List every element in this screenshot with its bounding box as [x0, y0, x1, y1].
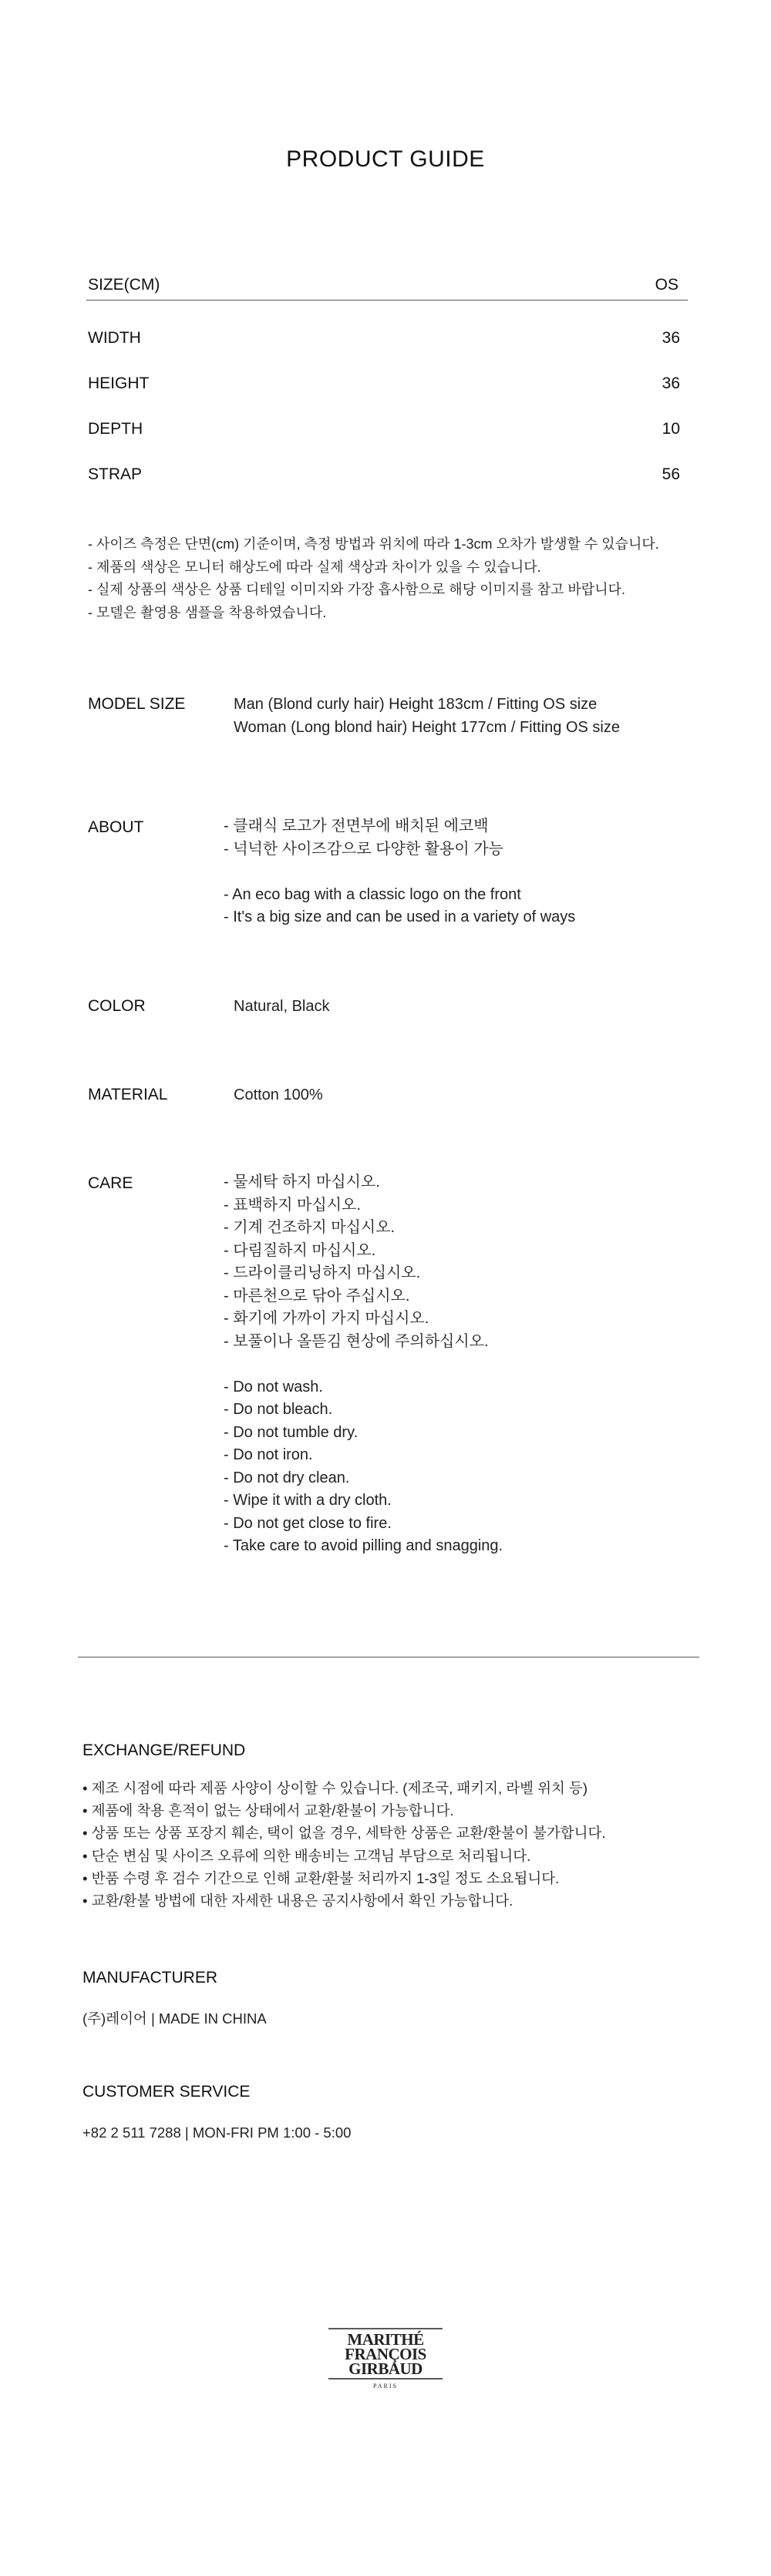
size-row-value: 10	[662, 420, 680, 438]
size-row-value: 36	[662, 374, 680, 392]
note-line: - 모델은 촬영용 샘플을 착용하였습니다.	[88, 604, 327, 620]
care-line: - Do not iron.	[224, 1446, 313, 1463]
model-size-line: Man (Blond curly hair) Height 183cm / Fitting OS size	[234, 696, 598, 713]
size-row-label: WIDTH	[88, 329, 141, 347]
care-text	[224, 1171, 503, 1558]
logo-line-1: MARITHÉ	[347, 2330, 424, 2349]
care-line: - 드라이클리닝하지 마십시오.	[224, 1264, 421, 1281]
about-label: ABOUT	[88, 818, 144, 836]
about-line: - 클래식 로고가 전면부에 배치된 에코백	[224, 818, 489, 835]
model-size-label: MODEL SIZE	[88, 695, 186, 713]
about-spacer	[224, 861, 575, 884]
material-value: Cotton 100%	[234, 1086, 323, 1103]
care-line: - Do not wash.	[224, 1378, 323, 1395]
model-size-line: Woman (Long blond hair) Height 177cm / Fitting OS size	[234, 718, 620, 736]
size-row-strap	[86, 465, 688, 489]
manufacturer-value: (주)레이어 | MADE IN CHINA	[82, 2010, 267, 2027]
brand-logo	[324, 2326, 447, 2392]
logo-line-3: GIRBAUD	[348, 2359, 423, 2378]
care-line: - 다림질하지 마십시오.	[224, 1241, 376, 1259]
care-label: CARE	[88, 1174, 133, 1192]
exchange-line: • 단순 변심 및 사이즈 오류에 의한 배송비는 고객님 부담으로 처리됩니다.	[82, 1847, 531, 1864]
about-text	[224, 815, 575, 929]
material-label: MATERIAL	[88, 1086, 168, 1103]
size-table-header	[86, 270, 688, 301]
size-header-label: SIZE(CM)	[88, 276, 160, 294]
exchange-heading: EXCHANGE/REFUND	[82, 1741, 246, 1759]
about-line: - 넉넉한 사이즈감으로 다양한 활용이 가능	[224, 840, 503, 858]
size-row-label: HEIGHT	[88, 374, 150, 392]
exchange-line: • 상품 또는 상품 포장지 훼손, 택이 없을 경우, 세탁한 상품은 교환/환불이 불가합니다.	[82, 1825, 606, 1842]
care-line: - Do not get close to fire.	[224, 1514, 392, 1532]
care-line: - 화기에 가까이 가지 마십시오.	[224, 1310, 429, 1327]
care-line: - Do not bleach.	[224, 1401, 333, 1418]
size-notes	[88, 533, 659, 624]
care-spacer	[224, 1353, 503, 1376]
about-line: - An eco bag with a classic logo on the front	[224, 885, 521, 903]
size-row-label: DEPTH	[88, 420, 143, 438]
logo-line-4: PARIS	[373, 2383, 398, 2390]
care-line: - 물세탁 하지 마십시오.	[224, 1174, 380, 1191]
exchange-line: • 제조 시점에 따라 제품 사양이 상이할 수 있습니다. (제조국, 패키지, 라벨 위치 등)	[82, 1780, 588, 1796]
size-row-value: 36	[662, 329, 680, 347]
color-label: COLOR	[88, 997, 146, 1015]
care-line: - Wipe it with a dry cloth.	[224, 1492, 392, 1509]
note-line: - 사이즈 측정은 단면(cm) 기준이며, 측정 방법과 위치에 따라 1-3cm 오차가 발생할 수 있습니다.	[88, 536, 659, 552]
size-header-value: OS	[655, 276, 678, 294]
size-table-divider	[86, 300, 688, 301]
care-line: - Do not dry clean.	[224, 1469, 350, 1486]
care-line: - Do not tumble dry.	[224, 1423, 359, 1441]
size-row-width	[86, 329, 688, 352]
care-line: - 표백하지 마십시오.	[224, 1196, 361, 1214]
exchange-line: • 교환/환불 방법에 대한 자세한 내용은 공지사항에서 확인 가능합니다.	[82, 1893, 513, 1909]
care-line: - 마른천으로 닦아 주십시오.	[224, 1287, 410, 1305]
about-line: - It's a big size and can be used in a variety of ways	[224, 908, 576, 925]
exchange-line: • 제품에 착용 흔적이 없는 상태에서 교환/환불이 가능합니다.	[82, 1802, 454, 1819]
customer-service-heading: CUSTOMER SERVICE	[82, 2083, 251, 2101]
exchange-line: • 반품 수령 후 검수 기간으로 인해 교환/환불 처리까지 1-3일 정도 소요됩니다.	[82, 1869, 560, 1886]
care-line: - 보풀이나 올뜯김 현상에 주의하십시오.	[224, 1332, 489, 1350]
customer-service-value: +82 2 511 7288 | MON-FRI PM 1:00 - 5:00	[82, 2124, 352, 2141]
size-row-label: STRAP	[88, 465, 143, 483]
size-row-height	[86, 374, 688, 398]
note-line: - 실제 상품의 색상은 상품 디테일 이미지와 가장 흡사함으로 해당 이미지를 참고 바랍니다.	[88, 582, 625, 597]
color-value: Natural, Black	[234, 998, 330, 1015]
brand-logo-mark	[324, 2326, 447, 2392]
care-line: - Take care to avoid pilling and snagging.	[224, 1537, 503, 1554]
size-row-value: 56	[662, 465, 680, 483]
care-line: - 기계 건조하지 마십시오.	[224, 1219, 396, 1236]
size-row-depth	[86, 420, 688, 443]
model-size-text	[234, 694, 620, 739]
exchange-text	[82, 1777, 605, 1912]
logo-line-2: FRANÇOIS	[345, 2345, 426, 2363]
manufacturer-heading: MANUFACTURER	[82, 1969, 218, 1987]
note-line: - 제품의 색상은 모니터 해상도에 따라 실제 색상과 차이가 있을 수 있습니다.	[88, 559, 541, 575]
page-title: PRODUCT GUIDE	[286, 146, 485, 172]
